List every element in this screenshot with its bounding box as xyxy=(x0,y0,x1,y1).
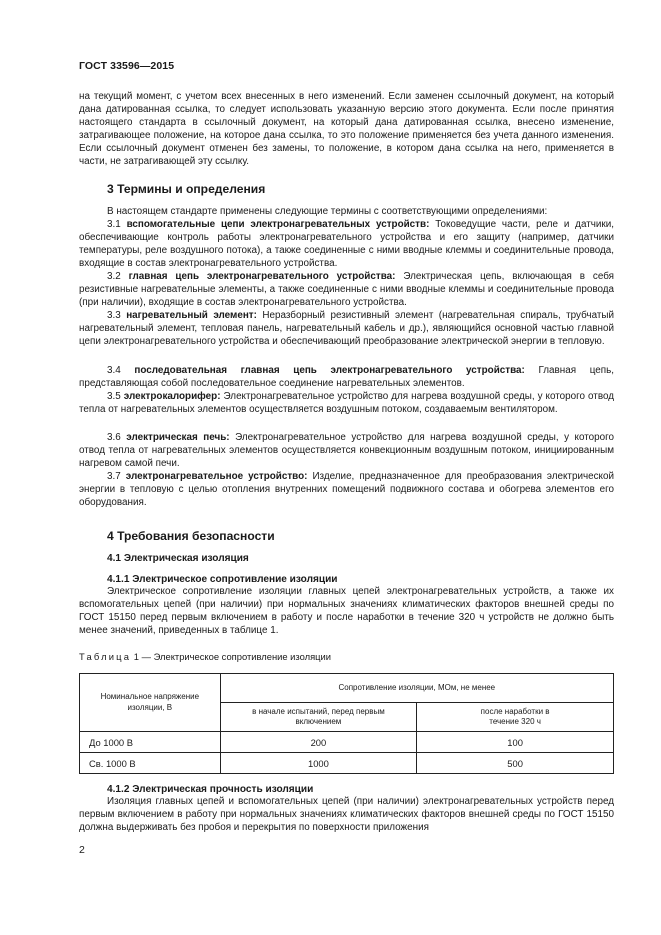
subsection-4-1-title: 4.1 Электрическая изоляция xyxy=(107,553,249,564)
subsection-4-1-2-title: 4.1.2 Электрическая прочность изоляции xyxy=(107,784,314,795)
term-3-5 xyxy=(79,391,614,417)
term-definition: Электрическая цепь, включающая в себя резистивные нагревательные элементы, а также соединенные с ними вводные клеммы и соединительные провода (при наличии), входящие в состав электронагревательного устройства. xyxy=(79,271,615,308)
term-number: 3.4 xyxy=(107,365,121,376)
term-name: электрическая печь: xyxy=(126,432,230,443)
cell-after: 100 xyxy=(417,732,614,753)
page-number: 2 xyxy=(79,844,85,856)
term-definition: Изделие, предназначенное для преобразования электрической энергии в тепловую с целью отопления внутренних помещений подвижного состава и обогрева элементов его оборудования. xyxy=(79,471,614,508)
term-number: 3.7 xyxy=(107,471,121,482)
section-4-title: 4 Требования безопасности xyxy=(107,529,275,543)
term-3-4 xyxy=(79,365,614,391)
intro-paragraph: на текущий момент, с учетом всех внесенных в него изменений. Если заменен ссылочный документ, на который дана датированная ссылка, то следует использовать указанную версию этого документа. Если после принятия настоящего стандарта в ссылочный документ, на который дана датированная ссылка, внесено изменение, затрагивающее положение, на которое дана ссылка, то это положение применяется без учета данного изменения. Если ссылочный документ отменен без замены, то положение, в котором дана ссылка на него, применяется в части, не затрагивающей эту ссылку. xyxy=(79,91,614,167)
term-3-2 xyxy=(79,271,614,310)
section-3-title: 3 Термины и определения xyxy=(107,182,266,196)
term-number: 3.1 xyxy=(107,219,121,230)
term-name: последовательная главная цепь электронагревательного устройства: xyxy=(134,365,525,376)
term-3-7 xyxy=(79,471,614,510)
term-3-3 xyxy=(79,310,614,349)
paragraph-4-1-2: Изоляция главных цепей и вспомогательных цепей (при наличии) электронагревательных устройств перед первым включением в работу при нормальных значениях климатических факторов внешней среды по ГОСТ 15150 должна выдерживать без пробоя и перекрытия по поверхности приложения xyxy=(79,796,614,833)
cell-initial: 200 xyxy=(220,732,417,753)
term-definition: Электронагревательное устройство для нагрева воздушной среды, у которого отвод тепла от нагревательных элементов осуществляется конвекционным воздушным потоком, инициированным нагревом самой печи. xyxy=(79,432,614,469)
term-3-1 xyxy=(79,219,614,271)
term-name: электронагревательное устройство: xyxy=(125,471,308,482)
term-definition: Неразборный резистивный элемент (нагревательная спираль, трубчатый нагревательный элемент, тепловая панель, нагревательный кабель и др.), являющийся основной частью главной цепи электронагревательного устройства и обеспечивающий преобразование электрической энергии в тепловую. xyxy=(79,310,614,347)
subsection-4-1-1-title: 4.1.1 Электрическое сопротивление изоляции xyxy=(107,574,338,585)
column-header-initial: в начале испытаний, перед первым включением xyxy=(220,703,417,732)
caption-text: 1 — Электрическое сопротивление изоляции xyxy=(133,651,332,662)
insulation-resistance-table xyxy=(79,673,614,774)
term-name: электрокалорифер: xyxy=(123,391,221,402)
term-number: 3.2 xyxy=(107,271,121,282)
term-name: нагревательный элемент: xyxy=(126,310,257,321)
paragraph-4-1-1: Электрическое сопротивление изоляции главных цепей электронагревательных устройств, а также их вспомогательных цепей (при наличии) при нормальных значениях климатических факторов внешней среды по ГОСТ 15150 перед первым включением в работу и после наработки в течение 320 ч устройств не должно быть менее значений, приведенных в таблице 1. xyxy=(79,586,614,636)
term-definition: Токоведущие части, реле и датчики, обеспечивающие контроль работы электронагревательного устройства и его защиту (например, датчики температуры, реле воздушного потока), а также соединенные с ними вводные клеммы и соединительные провода, входящие в состав электронагревательного устройства. xyxy=(79,219,614,269)
term-number: 3.6 xyxy=(107,432,121,443)
cell-voltage: До 1000 В xyxy=(80,732,221,753)
cell-after: 500 xyxy=(417,753,614,774)
term-3-6 xyxy=(79,432,614,471)
cell-voltage: Св. 1000 В xyxy=(80,753,221,774)
term-definition: Электронагревательное устройство для нагрева воздушной среды, у которого отвод тепла от нагревательных элементов осуществляется воздушным потоком, создаваемым вентилятором. xyxy=(79,391,615,415)
column-header-after: после наработки в течение 320 ч xyxy=(417,703,614,732)
term-number: 3.5 xyxy=(107,391,121,402)
term-definition: Главная цепь, представляющая собой последовательное соединение нагревательных элементов. xyxy=(79,365,615,389)
table-row xyxy=(80,732,614,753)
column-header-voltage: Номинальное напряжение изоляции, В xyxy=(80,674,221,732)
table-1-caption xyxy=(79,651,331,662)
term-number: 3.3 xyxy=(107,310,121,321)
section-3-lead: В настоящем стандарте применены следующие термины с соответствующими определениями: xyxy=(107,206,548,217)
table-row xyxy=(80,753,614,774)
caption-label: Таблица xyxy=(79,651,132,662)
column-group-header-resistance: Сопротивление изоляции, МОм, не менее xyxy=(220,674,613,703)
cell-initial: 1000 xyxy=(220,753,417,774)
standard-header: ГОСТ 33596—2015 xyxy=(79,60,175,72)
term-name: главная цепь электронагревательного устройства: xyxy=(128,271,396,282)
term-name: вспомогательные цепи электронагревательных устройств: xyxy=(126,219,430,230)
